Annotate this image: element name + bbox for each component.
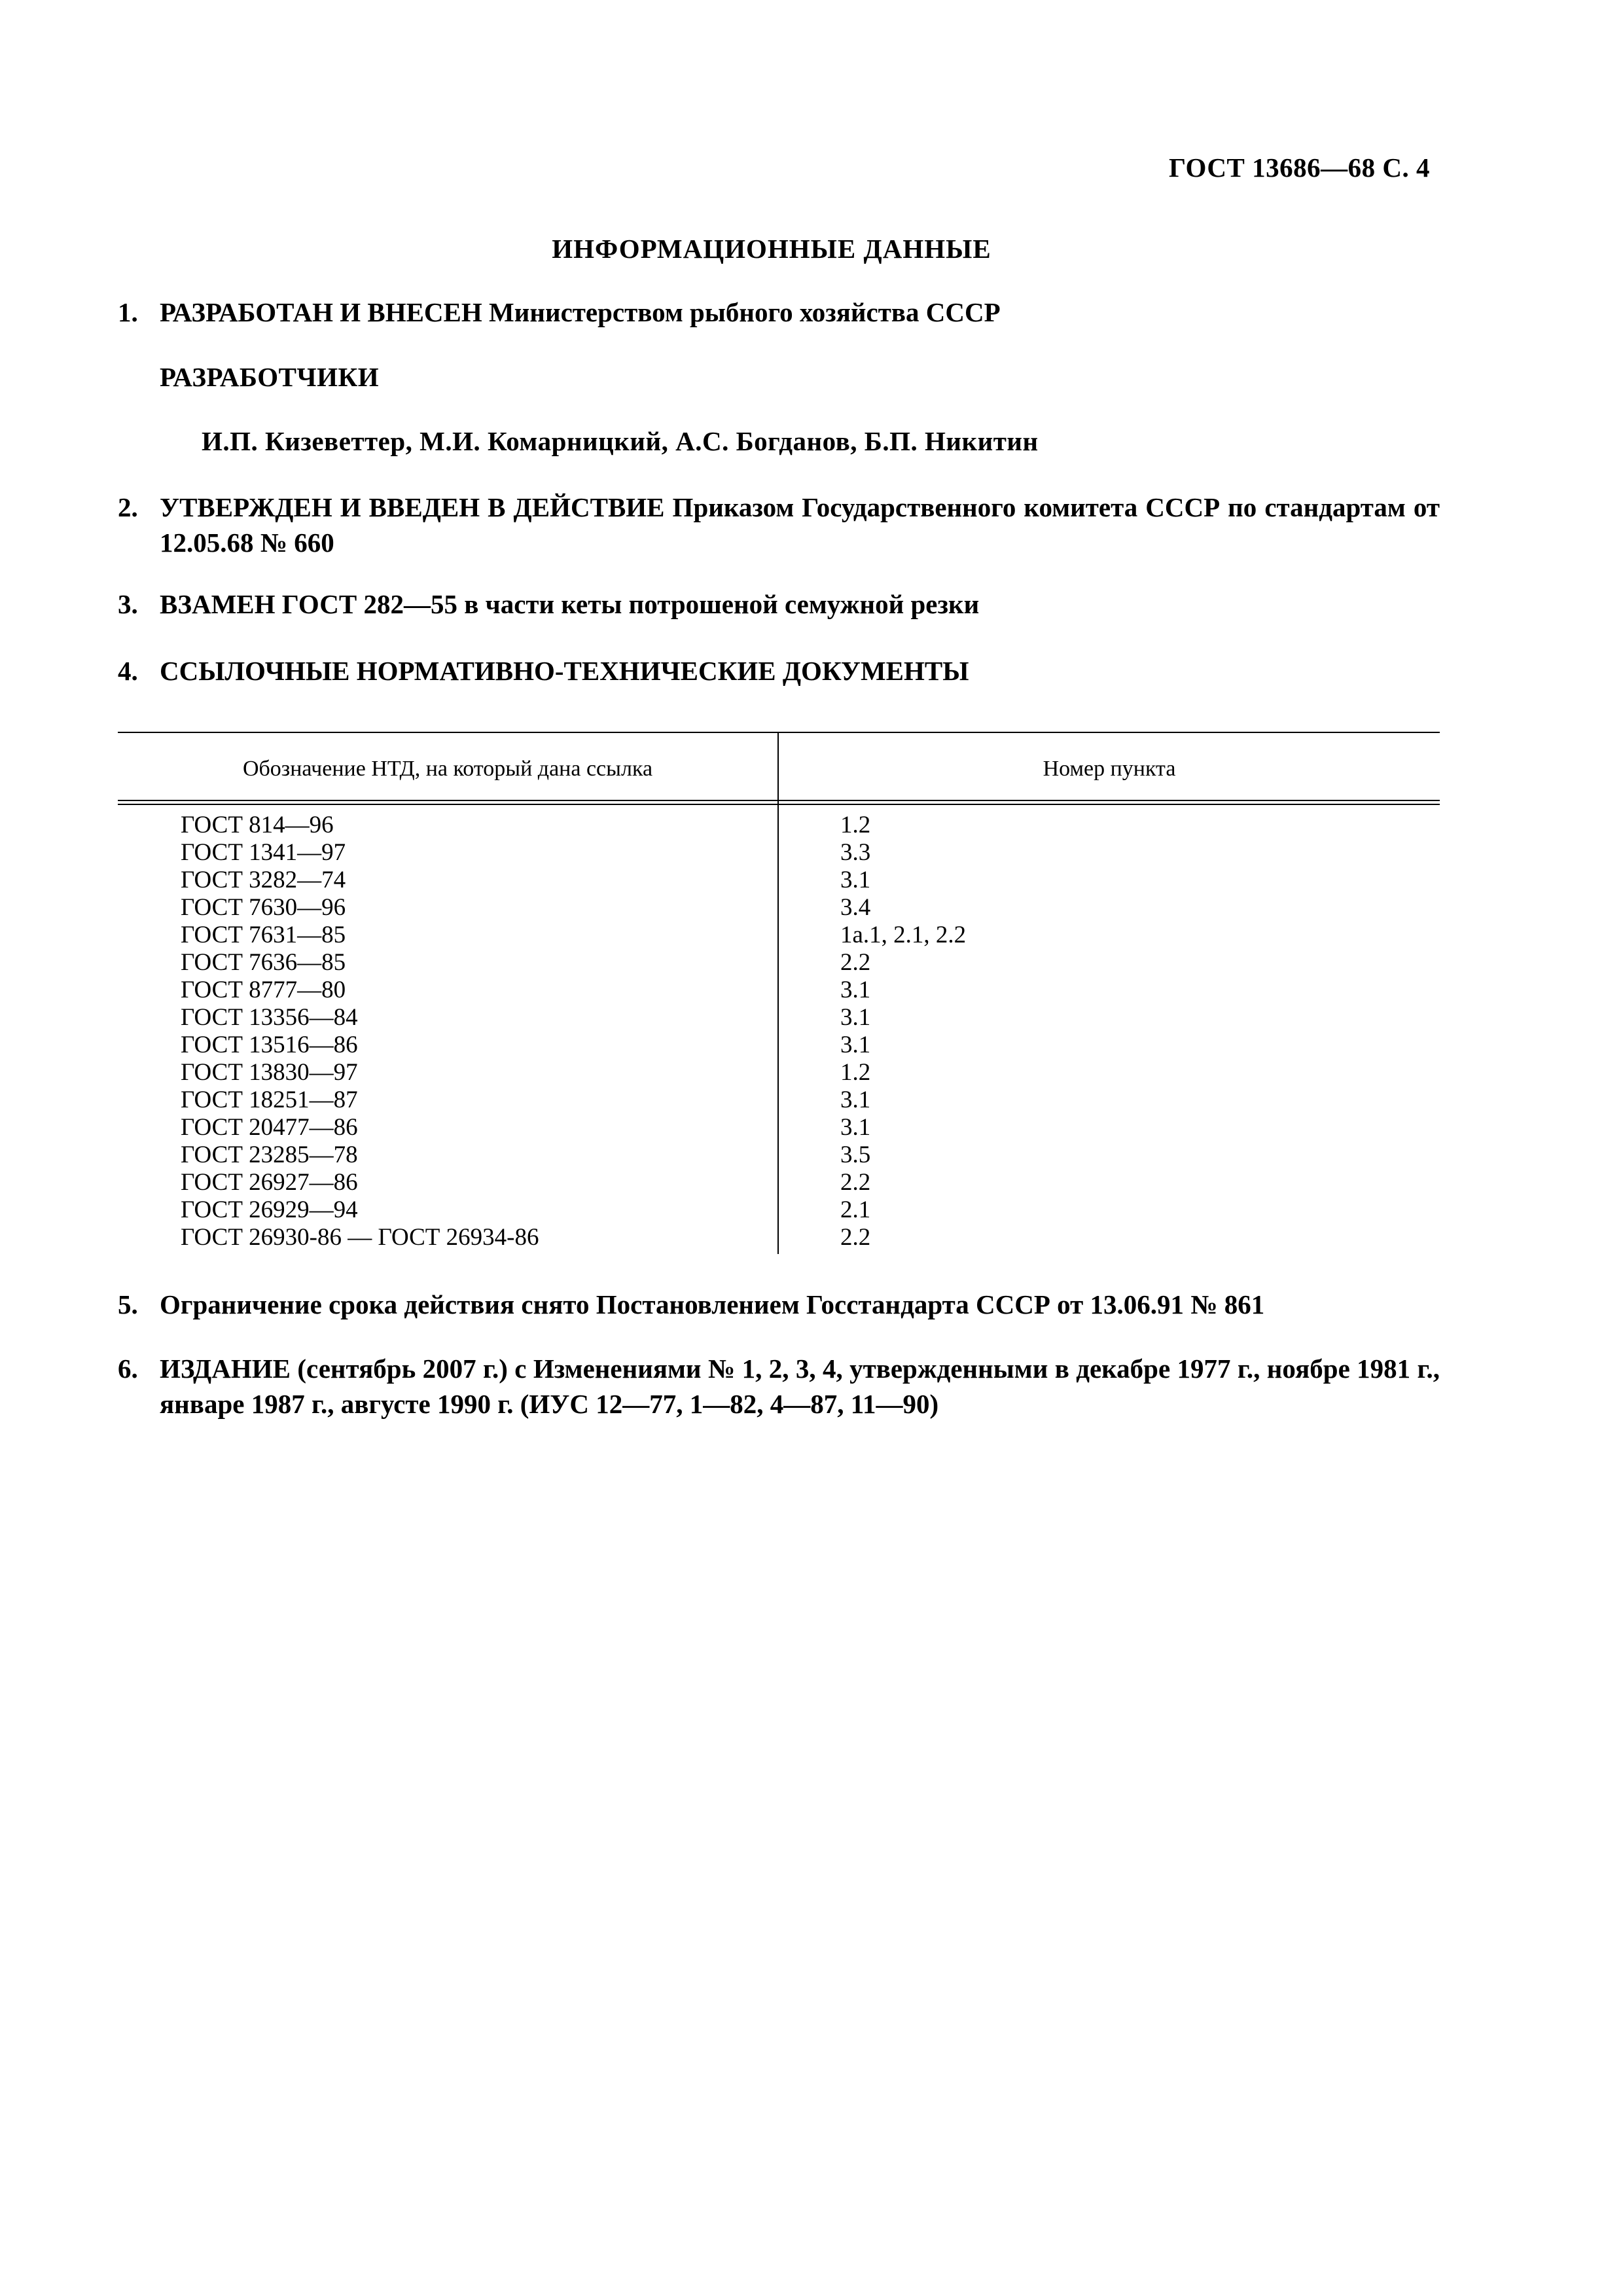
item-text: в части кеты потрошеной семужной резки: [457, 589, 980, 619]
table-cell-designation: ГОСТ 26927—86: [181, 1169, 358, 1196]
item-body: [160, 295, 1001, 330]
table-row: [118, 839, 1440, 867]
table-cell-clause: 3.1: [840, 1004, 871, 1031]
table-cell-clause: 2.2: [840, 1169, 871, 1196]
table-header-clause: Номер пункта: [1043, 757, 1176, 781]
item-text: Министерством рыбного хозяйства СССР: [482, 297, 1001, 327]
table-row: [118, 1114, 1440, 1141]
developers-names: И.П. Кизеветтер, М.И. Комарницкий, А.С. Богданов, Б.П. Никитин: [202, 426, 1039, 456]
table-cell-clause: 3.1: [840, 1031, 871, 1058]
table-cell-designation: ГОСТ 7636—85: [181, 949, 346, 976]
item-heading: УТВЕРЖДЕН И ВВЕДЕН В ДЕЙСТВИЕ: [160, 492, 665, 522]
table-row: [118, 922, 1440, 949]
table-cell-clause: 3.1: [840, 1114, 871, 1141]
item-heading: РАЗРАБОТАН И ВНЕСЕН: [160, 297, 482, 327]
table-header-designation: Обозначение НТД, на который дана ссылка: [242, 757, 653, 781]
table-header-rule: [118, 800, 1440, 805]
document-reference: ГОСТ 13686—68 С. 4: [1168, 152, 1430, 183]
table-row: [118, 1224, 1440, 1251]
table-cell-clause: 3.5: [840, 1141, 871, 1168]
item-number: 1.: [118, 297, 138, 327]
table-cell-clause: 3.1: [840, 977, 871, 1003]
table-body: [118, 812, 1440, 1251]
item-number: 6.: [118, 1354, 138, 1384]
item-heading: ССЫЛОЧНЫЕ НОРМАТИВНО-ТЕХНИЧЕСКИЕ ДОКУМЕНТЫ: [160, 656, 969, 686]
table-cell-clause: 3.4: [840, 894, 871, 921]
table-cell-designation: ГОСТ 20477—86: [181, 1114, 358, 1141]
developers-label: РАЗРАБОТЧИКИ: [160, 362, 380, 392]
item-heading: ВЗАМЕН ГОСТ 282—55: [160, 589, 457, 619]
item-text: Приказом Государственного комитета СССР по стандартам от 12.05.68 № 660: [160, 492, 1440, 558]
table-row: [118, 1169, 1440, 1196]
table-cell-designation: ГОСТ 26929—94: [181, 1196, 358, 1223]
table-cell-clause: 2.1: [840, 1196, 871, 1223]
table-row: [118, 812, 1440, 839]
table-cell-designation: ГОСТ 8777—80: [181, 977, 346, 1003]
table-cell-designation: ГОСТ 1341—97: [181, 839, 346, 866]
table-row: [118, 1031, 1440, 1059]
table-row: [118, 894, 1440, 922]
table-cell-designation: ГОСТ 23285—78: [181, 1141, 358, 1168]
item-heading: Ограничение срока действия снято Постановлением Госстандарта СССР от 13.06.91 № 861: [160, 1289, 1265, 1319]
item-body: [160, 1351, 1440, 1422]
table-cell-designation: ГОСТ 814—96: [181, 812, 334, 838]
table-cell-designation: ГОСТ 7630—96: [181, 894, 346, 921]
table-cell-designation: ГОСТ 7631—85: [181, 922, 346, 948]
table-cell-clause: 1.2: [840, 1059, 871, 1086]
table-cell-designation: ГОСТ 3282—74: [181, 867, 346, 893]
table-cell-clause: 3.1: [840, 1086, 871, 1113]
item-number: 4.: [118, 656, 138, 686]
item-body: [160, 490, 1440, 560]
table-row: [118, 949, 1440, 977]
table-cell-clause: 2.2: [840, 949, 871, 976]
item-body: [160, 586, 979, 622]
item-text: (сентябрь 2007 г.) с Изменениями № 1, 2, 3, 4, утвержденными в декабре 1977 г., ноябре 1981 г., январе 1987 г., августе 1990 г. (ИУС 12—77, 1—82, 4—87, 11—90): [160, 1354, 1440, 1419]
table-row: [118, 1196, 1440, 1224]
table-cell-clause: 1а.1, 2.1, 2.2: [840, 922, 967, 948]
table-row: [118, 1004, 1440, 1031]
table-cell-designation: ГОСТ 26930-86 — ГОСТ 26934-86: [181, 1224, 539, 1251]
table-cell-designation: ГОСТ 13516—86: [181, 1031, 358, 1058]
table-row: [118, 1059, 1440, 1086]
table-cell-designation: ГОСТ 13830—97: [181, 1059, 358, 1086]
item-number: 2.: [118, 492, 138, 522]
table-cell-designation: ГОСТ 18251—87: [181, 1086, 358, 1113]
table-cell-clause: 1.2: [840, 812, 871, 838]
table-row: [118, 867, 1440, 894]
table-row: [118, 1086, 1440, 1114]
table-row: [118, 1141, 1440, 1169]
table-cell-clause: 2.2: [840, 1224, 871, 1251]
item-heading: ИЗДАНИЕ: [160, 1354, 291, 1384]
table-cell-designation: ГОСТ 13356—84: [181, 1004, 358, 1031]
table-row: [118, 977, 1440, 1004]
item-number: 3.: [118, 589, 138, 619]
table-cell-clause: 3.1: [840, 867, 871, 893]
table-top-rule: [118, 732, 1440, 733]
page-title: ИНФОРМАЦИОННЫЕ ДАННЫЕ: [552, 234, 991, 264]
item-number: 5.: [118, 1289, 138, 1319]
table-cell-clause: 3.3: [840, 839, 871, 866]
